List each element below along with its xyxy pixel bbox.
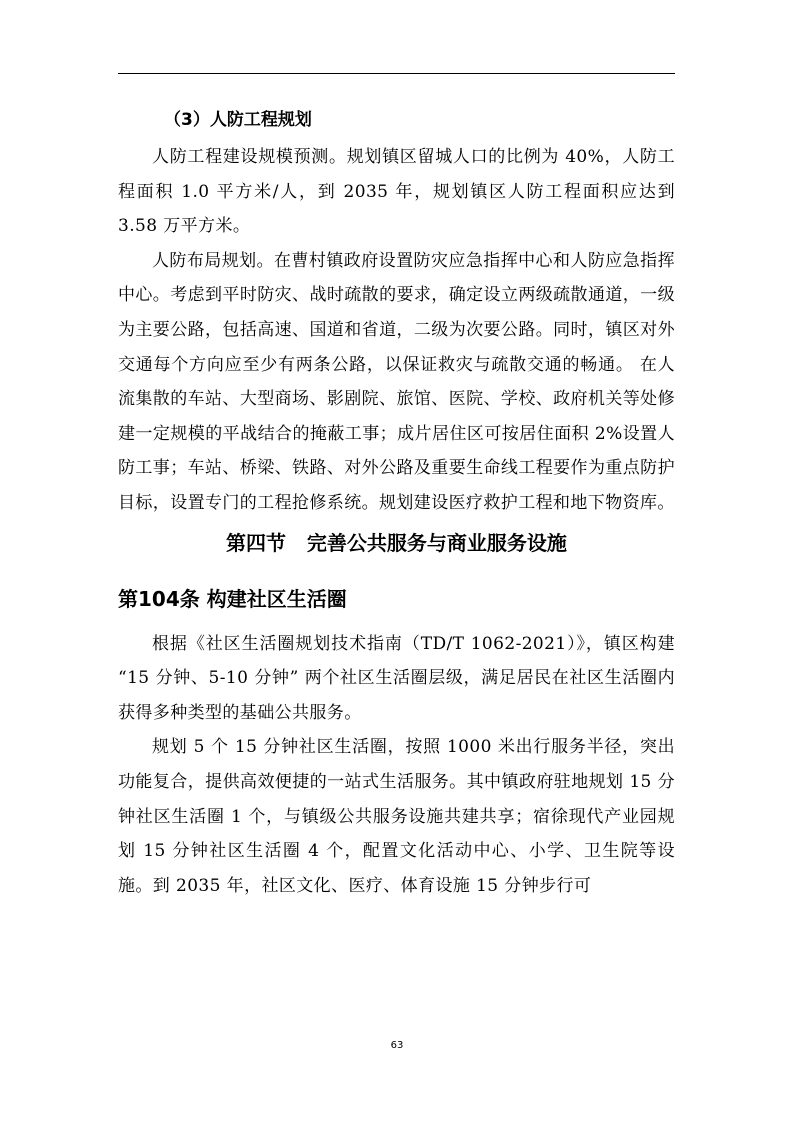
paragraph-community-life-circle: 根据《社区生活圈规划技术指南（TD/T 1062-2021）》，镇区构建 “15 分钟、5-10 分钟” 两个社区生活圈层级，满足居民在社区生活圈内获得多种类型的基础公共服务。 (118, 633, 675, 723)
paragraph-15-minute-circle: 规划 5 个 15 分钟社区生活圈，按照 1000 米出行服务半径，突出功能复合，提供高效便捷的一站式生活服务。其中镇政府驻地规划 15 分钟社区生活圈 1 个，与镇级公共服务设施共建共享；宿徐现代产业园规划 15 分钟社区生活圈 4 个，配置文化活动中心、小学、卫生院等设施。到 2035 年，社区文化、医疗、体育设施 15 分钟步行可 (118, 737, 675, 896)
page-content (118, 100, 675, 903)
paragraph-civil-defense-layout: 人防布局规划。在曹村镇政府设置防灾应急指挥中心和人防应急指挥中心。考虑到平时防灾、战时疏散的要求，确定设立两级疏散通道，一级为主要公路，包括高速、国道和省道，二级为次要公路。同时，镇区对外交通每个方向应至少有两条公路，以保证救灾与疏散交通的畅通。 在人流集散的车站、大型商场、影剧院、旅馆、医院、学校、政府机关等处修建一定规模的平战结合的掩蔽工事；成片居住区可按居住面积 2%设置人防工事；车站、桥梁、铁路、对外公路及重要生命线工程要作为重点防护目标，设置专门的工程抢修系统。规划建设医疗救护工程和地下物资库。 (118, 250, 675, 513)
page-number: 63 (390, 1040, 404, 1051)
subsection-heading: （3）人防工程规划 (164, 110, 312, 130)
header-rule (118, 73, 675, 74)
paragraph-civil-defense-scale: 人防工程建设规模预测。规划镇区留城人口的比例为 40%，人防工程面积 1.0 平方米/人，到 2035 年，规划镇区人防工程面积应达到 3.58 万平方米。 (118, 147, 675, 237)
section-title: 第四节 完善公共服务与商业服务设施 (226, 530, 567, 555)
article-title: 第104条 构建社区生活圈 (118, 586, 347, 611)
